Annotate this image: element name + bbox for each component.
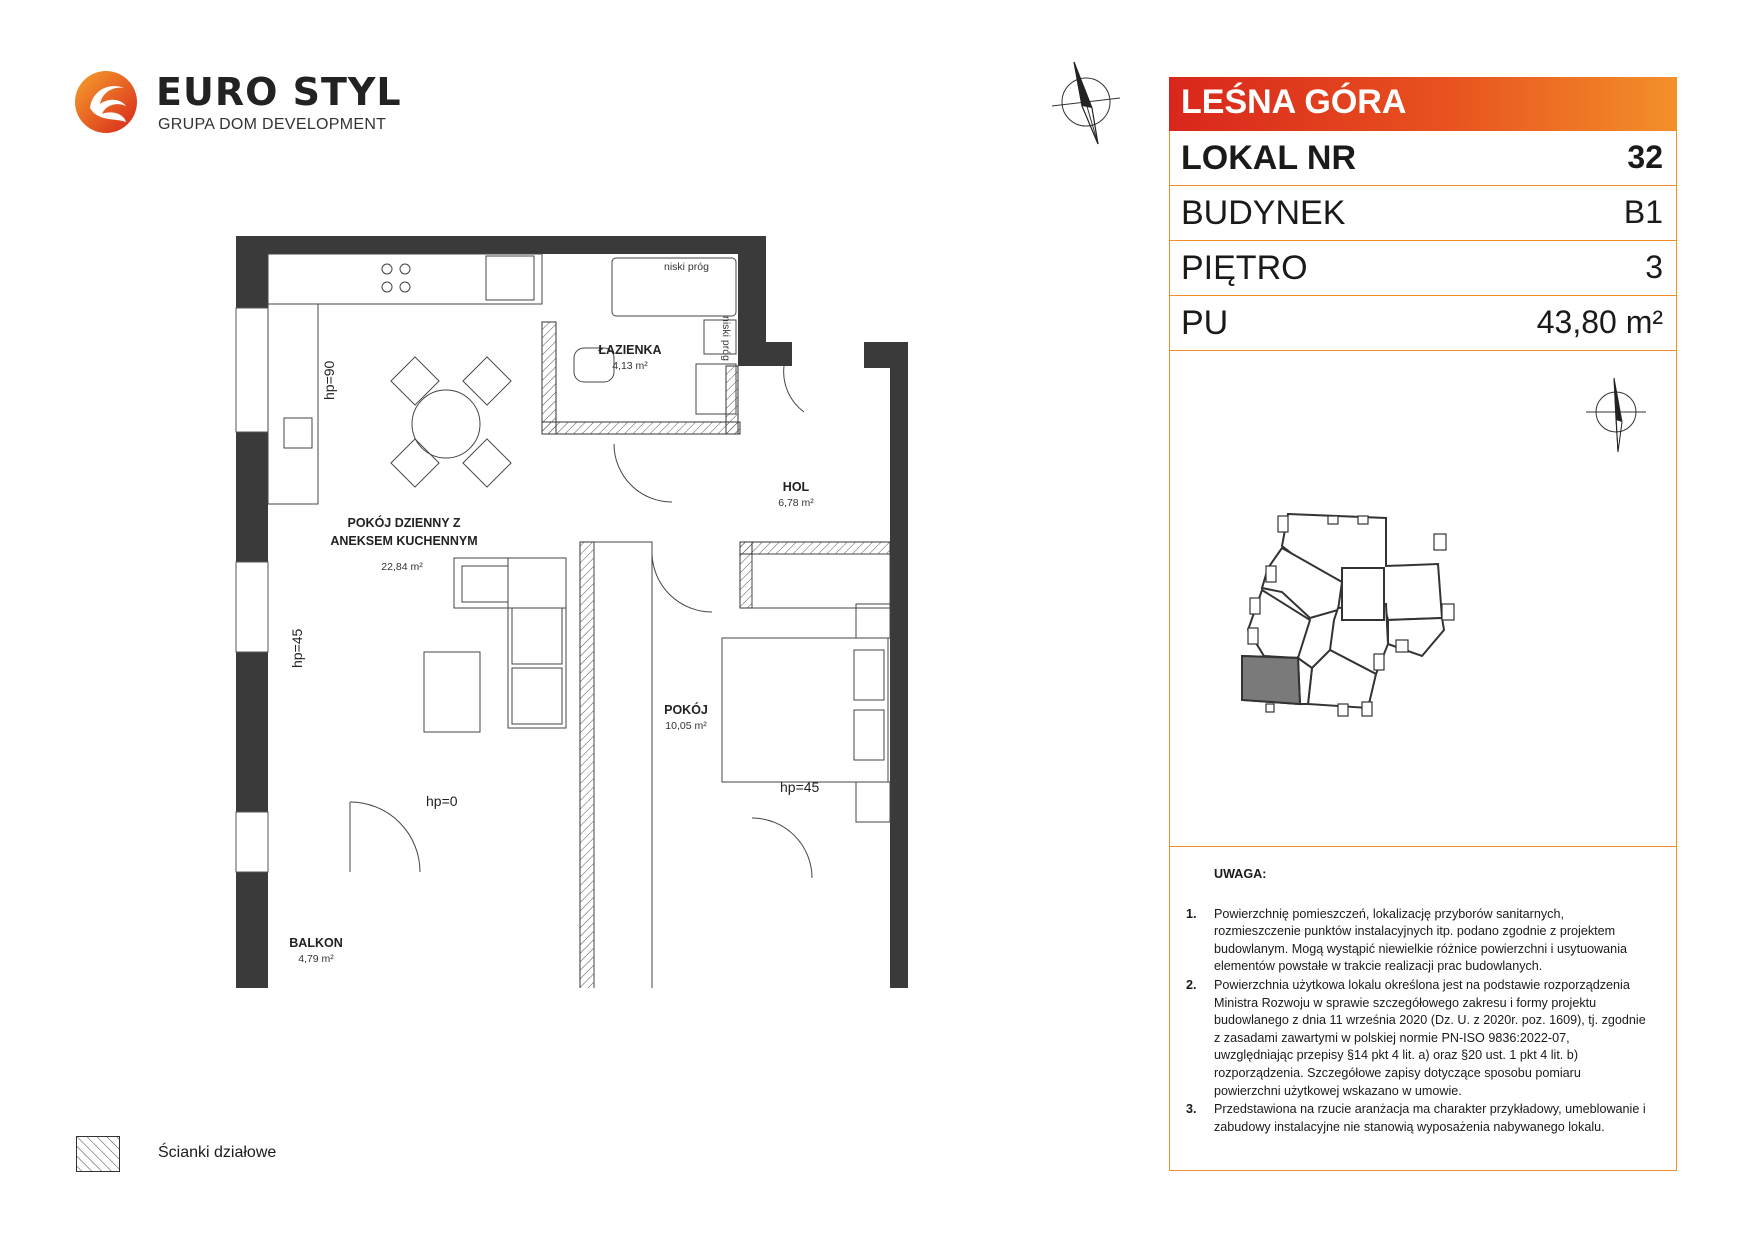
note-item: 1. Powierzchnię pomieszczeń, lokalizację przyborów sanitarnych, rozmieszczenie punktów instalacyjnych itp. podano zgodnie z projektem budowlanym. Mogą wystąpić niewielkie różnice powierzchni i usytuowania elementów powstałe w trakcie realizacji prac budowlanych. [1186,906,1627,974]
label-niski-prog-2: niski próg [720,316,732,361]
label-hp45-left: hp=45 [289,628,305,668]
legend-partition-swatch [76,1136,120,1172]
row-pietro [1169,241,1677,296]
room-area-hall: 6,78 m² [778,497,814,509]
row-budynek-label: BUDYNEK [1181,194,1346,232]
row-budynek [1169,186,1677,241]
legend-label: Ścianki działowe [158,1144,277,1161]
label-hp0: hp=0 [426,793,458,809]
label-hp45-right: hp=45 [780,779,820,795]
label-niski-prog-1: niski próg [664,261,709,273]
notes-section [1186,866,1646,1137]
row-budynek-value: B1 [1623,194,1663,230]
notes-heading: UWAGA: [1214,867,1267,881]
panel-divider [1169,846,1677,847]
room-name-living-line2: ANEKSEM KUCHENNYM [330,534,478,548]
brand-name: EURO STYL [156,70,402,114]
north-arrow-icon [1048,58,1124,148]
row-pu-value: 43,80 m² [1536,304,1663,340]
row-pietro-label: PIĘTRO [1181,249,1308,287]
row-pu-label: PU [1181,304,1229,342]
room-area-balcony: 4,79 m² [298,953,334,965]
brand-subtitle: GRUPA DOM DEVELOPMENT [158,116,387,133]
key-plan-north-arrow-icon [1584,374,1648,454]
panel-title: LEŚNA GÓRA [1169,77,1677,131]
room-name-bathroom: ŁAZIENKA [598,343,662,357]
room-area-living: 22,84 m² [381,561,423,573]
highlighted-unit [1242,656,1300,704]
key-plan-building [1238,508,1508,734]
room-name-bedroom: POKÓJ [664,703,708,717]
row-pietro-value: 3 [1645,249,1663,285]
row-lokal [1169,131,1677,186]
floor-plan [232,232,912,988]
row-lokal-label: LOKAL NR [1181,139,1357,177]
room-area-bathroom: 4,13 m² [612,360,648,372]
room-name-balcony: BALKON [289,936,343,950]
note-item: 2. Powierzchnia użytkowa lokalu określona jest na podstawie rozporządzenia Ministra Rozwoju w sprawie szczegółowego zakresu i formy projektu budowlanego z dnia 11 września 2020 (Dz. U. z 2020r. poz. 1609), tj. zgodnie z zasadami zawartymi w polskiej normie PN-ISO 9836:2022-07, uwzględniając przepisy §14 pkt 4 lit. a) oraz §20 ust. 1 pkt 4 lit. b) rozporządzenia. Szczegółowe zapisy dotyczące sposobu pomiaru powierzchni użytkowej wskazano w umowie. [1186,977,1646,1098]
note-item: 3. Przedstawiona na rzucie aranżacja ma charakter przykładowy, umeblowanie i zabudowy instalacyjne nie stanowią wyposażenia nabywanego lokalu. [1186,1102,1646,1134]
room-name-hall: HOL [782,480,810,494]
row-pu [1169,296,1677,351]
room-area-bedroom: 10,05 m² [665,720,707,732]
row-lokal-value: 32 [1627,139,1663,175]
room-name-living-line1: POKÓJ DZIENNY Z [347,516,461,530]
label-hp90: hp=90 [321,360,337,400]
